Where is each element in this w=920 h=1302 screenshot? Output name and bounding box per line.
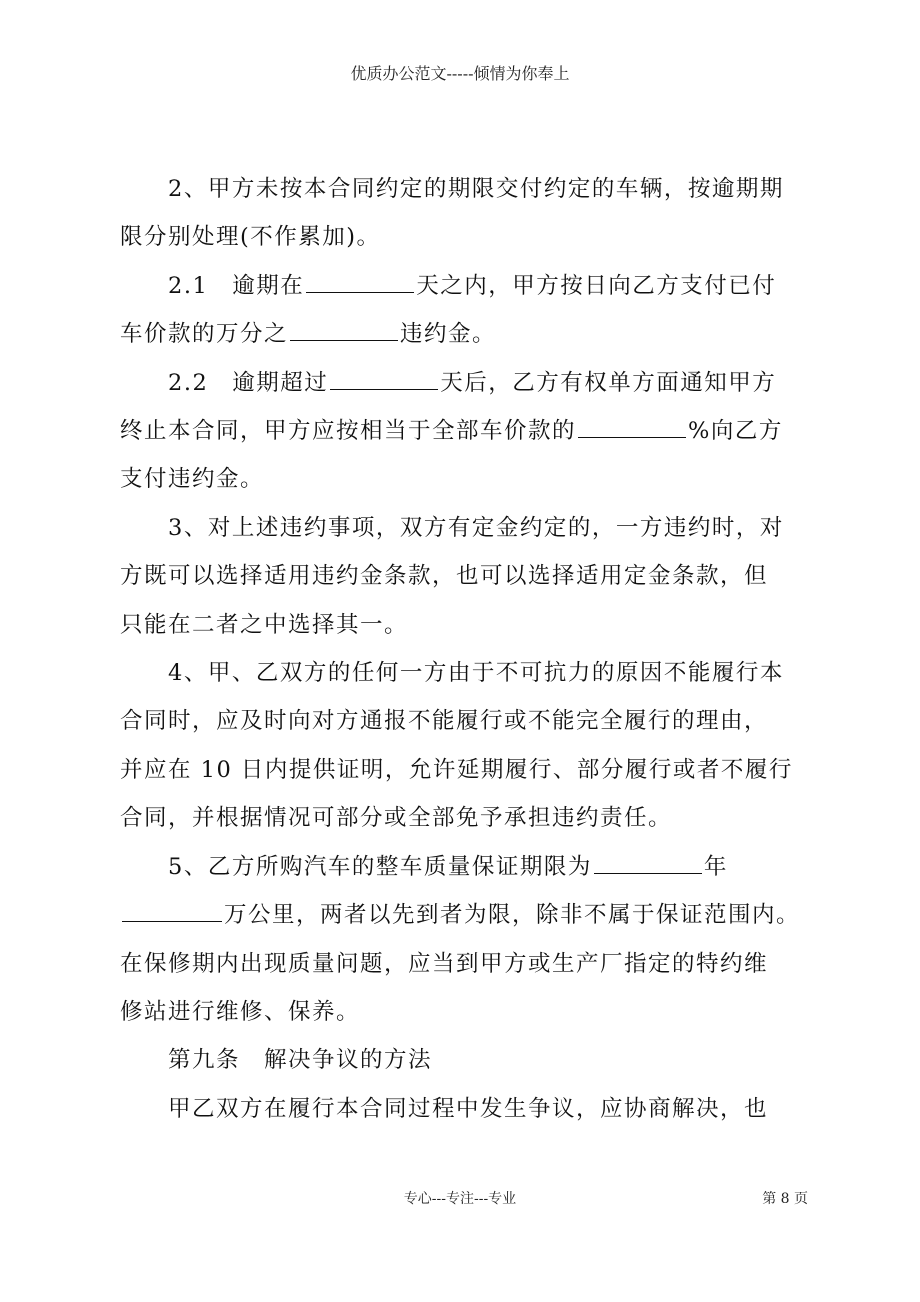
page-number: 第 8 页 bbox=[762, 1191, 808, 1207]
document-body bbox=[120, 165, 810, 1133]
clause-2-line-1: 2、甲方未按本合同约定的期限交付约定的车辆，按逾期期 bbox=[168, 176, 784, 202]
clause-2-2-line-3: 支付违约金。 bbox=[120, 466, 265, 493]
article-9-line-1: 甲乙双方在履行本合同过程中发生争议，应协商解决，也 bbox=[168, 1095, 769, 1122]
clause-4-line-1: 4、甲、乙双方的任何一方由于不可抗力的原因不能履行本 bbox=[168, 660, 784, 687]
fill-in-blank-days bbox=[306, 291, 414, 293]
page-header: 优质办公范文-----倾情为你奉上 bbox=[350, 64, 570, 83]
clause-5-text-a: 5、乙方所购汽车的整车质量保证期限为 bbox=[168, 853, 592, 880]
clause-5-line-3: 在保修期内出现质量问题，应当到甲方或生产厂指定的特约维 bbox=[120, 950, 769, 977]
fill-in-blank-percent bbox=[578, 436, 686, 438]
clause-5-line-1 bbox=[120, 843, 810, 891]
clause-4-line-3: 并应在 10 日内提供证明，允许延期履行、部分履行或者不履行 bbox=[120, 756, 793, 783]
clause-5-line-2 bbox=[120, 891, 810, 939]
page-footer-motto: 专心---专注---专业 bbox=[403, 1191, 517, 1207]
clause-2-1-text-d: 违约金。 bbox=[400, 321, 497, 348]
clause-2-2-text-a: 2.2 逾期超过 bbox=[168, 369, 329, 396]
clause-2-line-2: 限分别处理(不作累加)。 bbox=[120, 224, 381, 251]
article-9 bbox=[120, 1036, 810, 1133]
fill-in-blank-years bbox=[594, 872, 702, 874]
clause-2-2 bbox=[120, 359, 810, 504]
fill-in-blank-overdue-days bbox=[330, 388, 438, 390]
clause-2-1-text-c: 车价款的万分之 bbox=[120, 321, 289, 348]
clause-2-1 bbox=[120, 262, 810, 359]
clause-4-line-2: 合同时，应及时向对方通报不能履行或不能完全履行的理由， bbox=[120, 708, 769, 735]
clause-2-1-line-1 bbox=[120, 262, 810, 310]
clause-3-line-2: 方既可以选择适用违约金条款，也可以选择适用定金条款，但 bbox=[120, 563, 769, 590]
clause-2-2-line-2 bbox=[120, 407, 810, 455]
clause-5-text-c: 万公里，两者以先到者为限，除非不属于保证范围内。 bbox=[224, 902, 801, 929]
fill-in-blank-ratio bbox=[290, 339, 398, 341]
clause-3 bbox=[120, 504, 810, 649]
clause-3-line-1: 3、对上述违约事项，双方有定金约定的，一方违约时，对 bbox=[168, 514, 784, 541]
clause-4-line-4: 合同，并根据情况可部分或全部免予承担违约责任。 bbox=[120, 805, 673, 832]
clause-3-line-3: 只能在二者之中选择其一。 bbox=[120, 611, 409, 638]
clause-5 bbox=[120, 843, 810, 1037]
clause-2 bbox=[120, 165, 810, 262]
fill-in-blank-km bbox=[122, 920, 222, 922]
clause-2-1-text-b: 天之内，甲方按日向乙方支付已付 bbox=[416, 272, 777, 299]
clause-2-2-text-b: 天后，乙方有权单方面通知甲方 bbox=[440, 369, 777, 396]
article-9-heading: 第九条 解决争议的方法 bbox=[168, 1047, 433, 1074]
clause-5-text-b: 年 bbox=[703, 853, 728, 880]
clause-2-2-text-d: %向乙方 bbox=[688, 418, 783, 445]
clause-2-2-text-c: 终止本合同，甲方应按相当于全部车价款的 bbox=[120, 418, 577, 445]
clause-2-1-line-2 bbox=[120, 310, 810, 358]
clause-4 bbox=[120, 649, 810, 843]
clause-2-1-text-a: 2.1 逾期在 bbox=[168, 272, 305, 299]
clause-2-2-line-1 bbox=[120, 359, 810, 407]
clause-5-line-4: 修站进行维修、保养。 bbox=[120, 998, 361, 1025]
